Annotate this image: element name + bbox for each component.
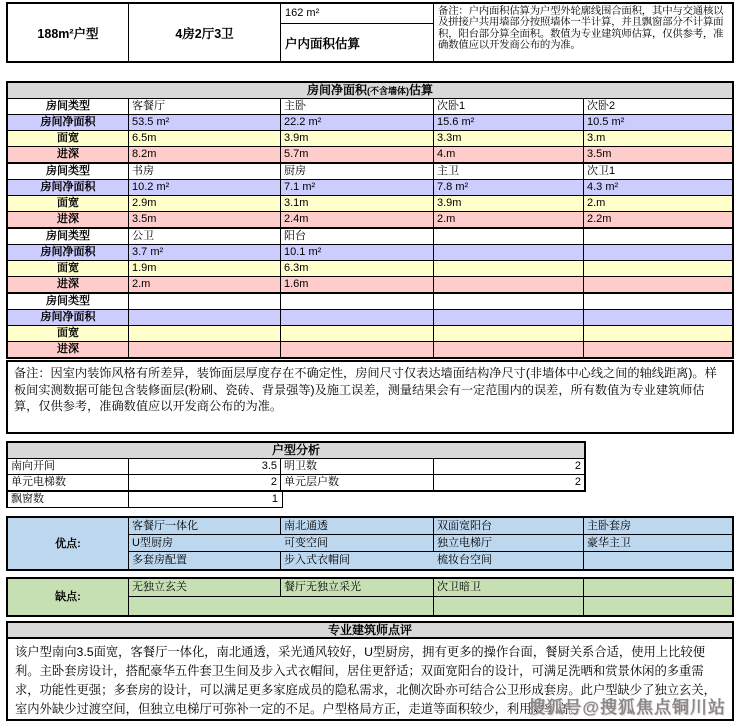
room-name-cell: [584, 294, 732, 309]
measurement-note: 备注：因室内装饰风格有所差异，装饰面层厚度存在不确定性，房间尺寸仅表达墙面结构净尺寸(非墙体中心线之间的轴线距离)。样板间实测数据可能包含装修面层(粉刷、瓷砖、背景强等)及施工误差，测量结果会有一定范围内的误差，所有数值为专业建筑师估算，仅供参考，准确数值应以开发商公布的为准。: [6, 360, 734, 434]
pros-item-cell: 可变空间: [281, 535, 434, 552]
pros-label: 优点:: [8, 518, 129, 569]
analysis-value: 2: [574, 476, 581, 488]
pros-item-cell: 南北通透: [281, 518, 434, 535]
area-label: 户内面积估算: [285, 36, 361, 51]
cons-table: [6, 577, 734, 617]
analysis-row: [8, 474, 584, 490]
room-area-label: 房间净面积: [8, 115, 129, 130]
unit-layout-cell: 4房2厅3卫: [129, 4, 281, 61]
analysis-title: 户型分析: [8, 443, 584, 458]
room-area-row: [8, 179, 732, 195]
header-note: 备注：户内面积估算为户型外轮廓线围合面积，其中与交通核以及拼接户共用墙部分按照墙体一半计算，并且飘窗部分不计算面积，阳台部分算全面积。数值为专业建筑师估算，仅供参考，准确数值应以开发商公布的为准。: [438, 6, 724, 52]
room-width-row: [8, 130, 732, 146]
room-width-row: [8, 325, 732, 341]
analysis-value: 2: [574, 460, 581, 472]
room-area-cell: 10.2 m²: [129, 180, 281, 195]
room-area-label: 房间净面积: [8, 180, 129, 195]
room-name-cell: [129, 294, 281, 309]
room-depth-cell: [434, 342, 584, 357]
room-width-cell: 6.3m: [281, 261, 434, 276]
room-area-label: 房间净面积: [8, 310, 129, 325]
room-width-label: 面宽: [8, 326, 129, 341]
room-width-row: [8, 195, 732, 211]
room-name-cell: 客餐厅: [129, 99, 281, 114]
room-depth-cell: [281, 342, 434, 357]
room-depth-cell: [129, 342, 281, 357]
room-depth-row: [8, 146, 732, 162]
pros-item-cell: 双面宽阳台: [434, 518, 584, 535]
cons-item-cell: [281, 597, 434, 615]
review-text: 该户型南向3.5面宽，客餐厅一体化，南北通透，采光通风较好，U型厨房，拥有更多的操作台面，餐厨关系合适，使用上比较便利。主卧套房设计，搭配豪华五件套卫生间及步入式衣帽间，居住更舒适；双面宽阳台的设计，可满足洗晒和赏景休闲的多重需求，功能性更强；多套房的设计，可以满足更多家庭成员的隐私需求，北侧次卧亦可结合公卫形成套房。此户型缺少了独立玄关，室内外缺少过渡空间，但独立电梯厅可弥补一定的不足。户型格局方正，走道等面积较少，利用效率高。: [15, 645, 716, 716]
pros-item-cell: 客餐厅一体化: [129, 518, 281, 535]
cons-item-cell: 餐厅无独立采光: [281, 579, 434, 597]
room-width-cell: [584, 326, 732, 341]
room-name-cell: [434, 294, 584, 309]
room-depth-cell: 5.7m: [281, 147, 434, 162]
pros-item-cell: [584, 552, 732, 569]
pros-item-cell: 步入式衣帽间: [281, 552, 434, 569]
room-name-cell: 次卧1: [434, 99, 584, 114]
room-depth-cell: 1.6m: [281, 277, 434, 292]
layout-analysis: [6, 441, 586, 508]
title-suffix: 估算: [409, 83, 434, 97]
analysis-label: 明卫数: [281, 459, 434, 474]
room-width-label: 面宽: [8, 261, 129, 276]
room-type-label: 房间类型: [8, 229, 129, 244]
room-width-cell: 1.9m: [129, 261, 281, 276]
analysis-label: 单元层户数: [281, 475, 434, 490]
room-name-cell: [584, 229, 732, 244]
pros-table: [6, 516, 734, 571]
room-width-cell: [281, 326, 434, 341]
area-value: 162 m²: [281, 4, 433, 24]
room-width-cell: 3.9m: [434, 196, 584, 211]
room-width-cell: [434, 326, 584, 341]
room-area-row: [8, 309, 732, 325]
room-width-cell: 3.3m: [434, 131, 584, 146]
room-width-label: 面宽: [8, 131, 129, 146]
room-depth-label: 进深: [8, 212, 129, 227]
analysis-value: 3.5: [129, 459, 281, 474]
pros-item-cell: 独立电梯厅: [434, 535, 584, 552]
room-area-cell: [434, 245, 584, 260]
room-depth-cell: [584, 277, 732, 292]
analysis-extra-row: [6, 492, 283, 508]
analysis-box: [6, 441, 586, 492]
room-name-cell: 公卫: [129, 229, 281, 244]
pros-item-cell: 主卧套房: [584, 518, 732, 535]
room-area-cell: [434, 310, 584, 325]
pros-item-cell: 梳妆台空间: [434, 552, 584, 569]
review-box: [6, 639, 734, 721]
room-area-cell: [584, 310, 732, 325]
room-width-cell: [584, 261, 732, 276]
room-area-cell: 7.1 m²: [281, 180, 434, 195]
room-area-cell: 4.3 m²: [584, 180, 732, 195]
room-area-cell: 22.2 m²: [281, 115, 434, 130]
room-depth-label: 进深: [8, 342, 129, 357]
room-area-table: [6, 81, 734, 359]
room-width-label: 面宽: [8, 196, 129, 211]
unit-type-cell: 188m²户型: [8, 4, 129, 61]
room-width-cell: 3.m: [584, 131, 732, 146]
room-type-label: 房间类型: [8, 164, 129, 179]
pros-item-cell: 豪华主卫: [584, 535, 732, 552]
room-name-cell: 书房: [129, 164, 281, 179]
room-name-cell: 主卧: [281, 99, 434, 114]
room-name-cell: 厨房: [281, 164, 434, 179]
room-width-cell: [129, 326, 281, 341]
analysis-label: 南向开间: [8, 459, 129, 474]
room-depth-cell: 3.5m: [584, 147, 732, 162]
pros-item-cell: U型厨房: [129, 535, 281, 552]
review-title: 专业建筑师点评: [6, 621, 734, 639]
unit-header: [6, 2, 734, 63]
room-depth-row: [8, 276, 732, 292]
room-depth-row: [8, 341, 732, 357]
room-type-label: 房间类型: [8, 99, 129, 114]
room-area-label: 房间净面积: [8, 245, 129, 260]
cons-item-cell: [584, 579, 732, 597]
room-name-cell: 次卫1: [587, 165, 616, 177]
room-area-row: [8, 114, 732, 130]
room-depth-cell: 3.5m: [129, 212, 281, 227]
room-type-row: [8, 227, 732, 244]
room-width-cell: 3.9m: [281, 131, 434, 146]
room-depth-cell: [434, 277, 584, 292]
room-type-row: [8, 162, 732, 179]
analysis-label: 单元电梯数: [8, 475, 129, 490]
cons-item-cell: [584, 597, 732, 615]
room-depth-cell: [584, 342, 732, 357]
room-depth-cell: 2.m: [434, 212, 584, 227]
room-area-cell: 3.7 m²: [129, 245, 281, 260]
room-table-title: [8, 83, 732, 98]
room-name-cell: [434, 229, 584, 244]
room-width-cell: 2.9m: [129, 196, 281, 211]
room-type-row: [8, 98, 732, 114]
room-depth-label: 进深: [8, 277, 129, 292]
pros-item-cell: 多套房配置: [129, 552, 281, 569]
room-depth-row: [8, 211, 732, 227]
room-area-cell: 10.5 m²: [584, 115, 732, 130]
room-area-cell: [129, 310, 281, 325]
cons-item-cell: [129, 597, 281, 615]
room-name-cell: 次卧2: [587, 100, 616, 112]
room-width-cell: 2.m: [584, 196, 732, 211]
analysis-value: 1: [271, 493, 278, 505]
room-area-cell: [281, 310, 434, 325]
room-depth-label: 进深: [8, 147, 129, 162]
room-area-cell: 7.8 m²: [434, 180, 584, 195]
room-width-cell: [434, 261, 584, 276]
room-area-cell: 10.1 m²: [281, 245, 434, 260]
room-area-cell: 15.6 m²: [434, 115, 584, 130]
room-type-row: [8, 292, 732, 309]
cons-label: 缺点:: [8, 579, 129, 615]
cons-item-cell: 次卫暗卫: [434, 579, 584, 597]
analysis-value: 2: [129, 475, 281, 490]
analysis-row: [8, 458, 584, 474]
title-paren: (不含墙体): [367, 86, 409, 96]
room-area-row: [8, 244, 732, 260]
room-type-label: 房间类型: [8, 294, 129, 309]
room-name-cell: 阳台: [281, 229, 434, 244]
room-width-cell: 3.1m: [281, 196, 434, 211]
room-name-cell: [281, 294, 434, 309]
room-width-row: [8, 260, 732, 276]
room-depth-cell: 4.m: [434, 147, 584, 162]
room-depth-cell: 2.2m: [584, 212, 732, 227]
room-width-cell: 6.5m: [129, 131, 281, 146]
room-name-cell: 主卫: [434, 164, 584, 179]
room-depth-cell: 2.m: [129, 277, 281, 292]
area-estimate-cell: [281, 4, 434, 61]
room-depth-cell: 2.4m: [281, 212, 434, 227]
room-area-cell: [584, 245, 732, 260]
analysis-label: 飘窗数: [8, 492, 129, 507]
cons-item-cell: [434, 597, 584, 615]
title-main: 房间净面积: [306, 83, 367, 97]
room-area-cell: 53.5 m²: [129, 115, 281, 130]
cons-item-cell: 无独立玄关: [129, 579, 281, 597]
room-depth-cell: 8.2m: [129, 147, 281, 162]
watermark: 搜狐号@搜狐焦点铜川站: [528, 698, 726, 717]
